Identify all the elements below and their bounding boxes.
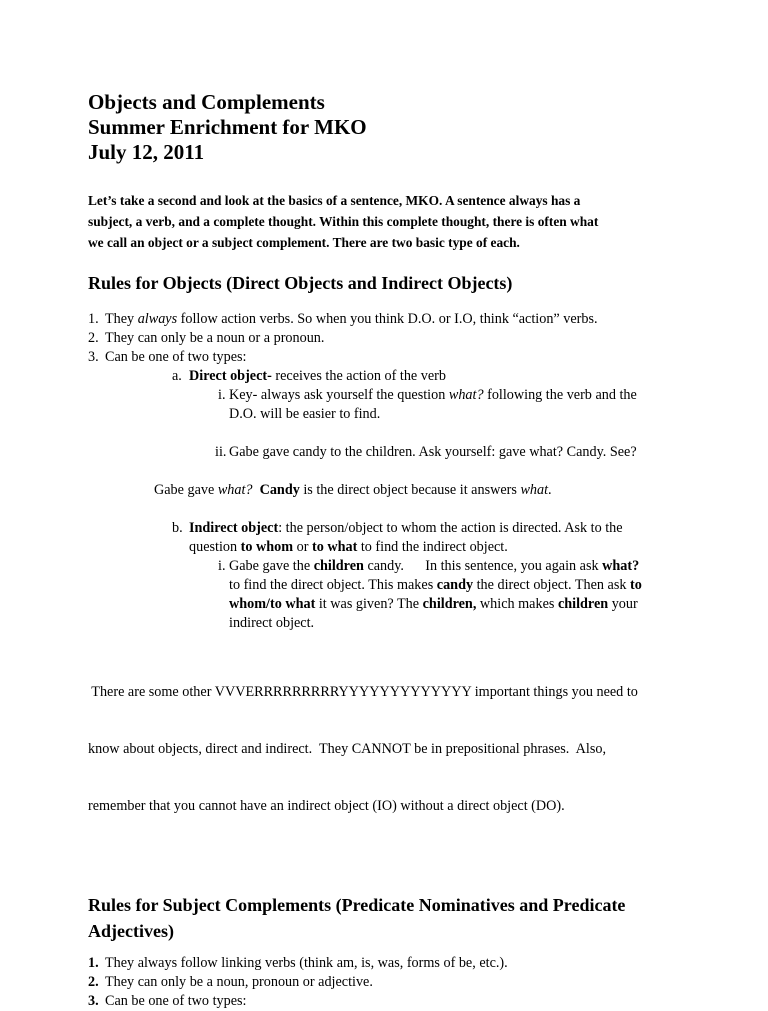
text-run: your (608, 596, 638, 612)
spacer (88, 424, 688, 443)
list-item-text: They always follow linking verbs (think am, is, was, forms of be, etc.). (105, 955, 508, 971)
complements-rules-list (88, 954, 688, 1011)
section-heading-objects: Rules for Objects (Direct Objects and Indirect Objects) (88, 273, 513, 293)
text-run: following the verb and the (483, 387, 637, 403)
list-number: 1. (88, 311, 99, 327)
text-run: . (548, 482, 552, 498)
text-run: question (189, 539, 241, 555)
text-run: or (293, 539, 312, 555)
bold-term: Direct object- (189, 368, 272, 384)
sub-label: i. (218, 387, 226, 403)
list-number: 3. (88, 993, 99, 1009)
sub-item-continued (189, 538, 688, 557)
list-item (88, 348, 688, 367)
sub-item-text: Gabe gave candy to the children. Ask yourself: gave what? Candy. See? (229, 444, 637, 460)
text-run: Gabe gave the (229, 558, 314, 574)
bold-term: what? (602, 558, 640, 574)
sub-sub-item-continued (229, 595, 688, 614)
subtitle-line: Summer Enrichment for MKO (88, 115, 367, 139)
emphasis: what (520, 482, 549, 498)
sub-item-direct-object (172, 367, 688, 386)
bold-term: to whom (240, 539, 294, 555)
list-item-text: Can be one of two types: (105, 349, 247, 365)
text-run: candy. In this sentence, you again ask (363, 558, 603, 574)
sub-item-text (189, 367, 688, 386)
list-item-text (105, 310, 688, 329)
text-run: They (105, 311, 138, 327)
text-run: receives the action of the verb (271, 368, 446, 384)
text-run: Key- always ask yourself the question (229, 387, 449, 403)
sub-sub-item-continued: indirect object. (229, 615, 315, 631)
bold-term: Indirect object (189, 520, 279, 536)
sub-item-text (189, 519, 688, 538)
text-run: the direct object. Then ask (473, 577, 630, 593)
sub-sub-item (215, 443, 688, 462)
objects-note-paragraph (88, 645, 688, 854)
text-run: : the person/object to whom the action is directed. Ask to the (278, 520, 623, 536)
list-item-text: They can only be a noun, pronoun or adjective. (105, 974, 373, 990)
spacer (88, 500, 688, 519)
text-run: to find the direct object. This makes (229, 577, 437, 593)
bold-term: Candy (259, 482, 300, 498)
note-line: There are some other VVVERRRRRRRRRYYYYYYYYYYYYY important things you need to (88, 684, 638, 700)
list-number: 3. (88, 349, 99, 365)
intro-line: subject, a verb, and a complete thought. Within this complete thought, there is often what (88, 214, 599, 229)
spacer (88, 462, 688, 481)
text-run: to find the indirect object. (357, 539, 508, 555)
document-title (88, 90, 688, 165)
objects-rules-list (88, 310, 688, 633)
list-item (88, 329, 688, 348)
example-explanation (154, 481, 688, 500)
date-line: July 12, 2011 (88, 140, 205, 164)
list-number: 1. (88, 955, 99, 971)
note-line: remember that you cannot have an indirect object (IO) without a direct object (DO). (88, 798, 565, 814)
list-item (88, 992, 688, 1011)
emphasis: what? (448, 387, 484, 403)
list-item (88, 954, 688, 973)
heading-line: Adjectives) (88, 921, 174, 941)
text-run: follow action verbs. So when you think D.O. or I.O, think “action” verbs. (177, 311, 598, 327)
bold-term: children (557, 596, 609, 612)
list-item (88, 310, 688, 329)
intro-line: we call an object or a subject complement. There are two basic type of each. (88, 235, 520, 250)
sub-sub-item (218, 557, 688, 576)
sub-sub-item-continued: D.O. will be easier to find. (229, 406, 381, 422)
list-item (88, 973, 688, 992)
sub-sub-item (218, 386, 688, 405)
sub-item-text (229, 386, 688, 405)
bold-term: to (629, 577, 642, 593)
text-run: Gabe gave (154, 482, 218, 498)
text-run: which makes (476, 596, 558, 612)
bold-term: whom/to what (229, 596, 316, 612)
emphasis: what? (217, 482, 253, 498)
intro-paragraph (88, 190, 688, 253)
list-number: 2. (88, 974, 99, 990)
sub-label: a. (172, 368, 182, 384)
title-line: Objects and Complements (88, 90, 325, 114)
bold-term: to what (311, 539, 358, 555)
document-page (88, 90, 688, 1011)
list-item-text: They can only be a noun or a pronoun. (105, 330, 325, 346)
sub-item-text (229, 557, 688, 576)
bold-term: children, (422, 596, 477, 612)
text-run: it was given? The (315, 596, 423, 612)
text-run (253, 482, 260, 498)
list-item-text: Can be one of two types: (105, 993, 247, 1009)
sub-item-indirect-object (172, 519, 688, 538)
sub-label: b. (172, 520, 183, 536)
sub-label: i. (218, 558, 226, 574)
heading-line: Rules for Subject Complements (Predicate Nominatives and Predicate (88, 895, 626, 915)
bold-term: candy (436, 577, 474, 593)
emphasis: always (137, 311, 178, 327)
note-line: know about objects, direct and indirect. They CANNOT be in prepositional phrases. Also, (88, 741, 607, 757)
section-heading-complements (88, 892, 688, 944)
bold-term: children (313, 558, 364, 574)
sub-sub-item-continued (229, 576, 688, 595)
intro-line: Let’s take a second and look at the basics of a sentence, MKO. A sentence always has a (88, 193, 581, 208)
text-run: is the direct object because it answers (299, 482, 521, 498)
list-number: 2. (88, 330, 99, 346)
sub-label: ii. (215, 444, 227, 460)
